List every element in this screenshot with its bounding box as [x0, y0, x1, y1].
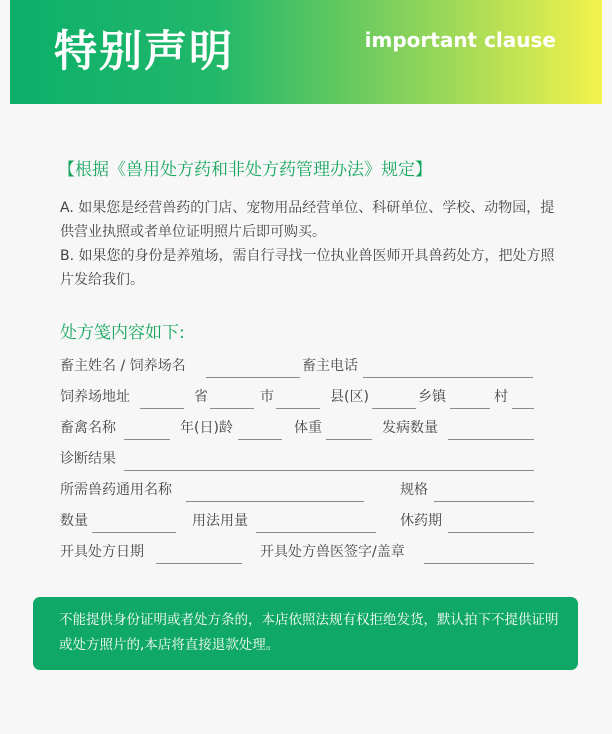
county-label: 县(区)	[330, 389, 369, 405]
regulation-title: 【根据《兽用处方药和非处方药管理办法》规定】	[58, 160, 432, 180]
owner-phone-label: 畜主电话	[302, 358, 358, 374]
drug-name-label: 所需兽药通用名称	[60, 482, 172, 498]
issue-date-blank[interactable]	[156, 563, 242, 564]
age-blank[interactable]	[238, 439, 282, 440]
county-blank[interactable]	[372, 408, 416, 409]
form-row-animal	[60, 417, 540, 441]
sick-count-label: 发病数量	[382, 420, 438, 436]
header-subtitle: important clause	[364, 28, 556, 52]
diagnosis-blank[interactable]	[124, 470, 534, 471]
quantity-blank[interactable]	[92, 532, 176, 533]
withdrawal-blank[interactable]	[448, 532, 534, 533]
clause-a	[60, 196, 560, 244]
clause-a-text: 如果您是经营兽药的门店、宠物用品经营单位、科研单位、学校、动物园，提供营业执照或者单位证明照片后即可购买。	[60, 200, 555, 240]
province-label: 省	[194, 389, 208, 405]
town-blank[interactable]	[450, 408, 490, 409]
dosage-label: 用法用量	[192, 513, 248, 529]
age-label: 年(日)龄	[180, 420, 233, 436]
refund-notice	[33, 597, 578, 670]
quantity-label: 数量	[60, 513, 88, 529]
weight-label: 体重	[294, 420, 322, 436]
form-row-dosage	[60, 510, 540, 534]
address-blank-1[interactable]	[140, 408, 184, 409]
town-label: 乡镇	[418, 389, 446, 405]
vet-signature-blank[interactable]	[424, 563, 534, 564]
dosage-blank[interactable]	[256, 532, 376, 533]
form-row-drug	[60, 479, 540, 503]
clause-a-prefix: A.	[60, 200, 74, 216]
animal-name-label: 畜禽名称	[60, 420, 116, 436]
village-label: 村	[494, 389, 508, 405]
form-row-signature	[60, 541, 540, 565]
issue-date-label: 开具处方日期	[60, 544, 144, 560]
city-label: 市	[260, 389, 274, 405]
weight-blank[interactable]	[326, 439, 372, 440]
city-blank[interactable]	[276, 408, 320, 409]
owner-name-blank[interactable]	[206, 377, 300, 378]
spec-blank[interactable]	[434, 501, 534, 502]
drug-name-blank[interactable]	[186, 501, 364, 502]
province-blank[interactable]	[210, 408, 254, 409]
owner-name-label: 畜主姓名 / 饲养场名	[60, 358, 186, 374]
diagnosis-label: 诊断结果	[60, 451, 116, 467]
clause-b-prefix: B.	[60, 248, 75, 264]
header-title: 特别声明	[54, 27, 234, 77]
header-banner	[10, 0, 602, 104]
form-title: 处方笺内容如下:	[60, 323, 185, 343]
refund-notice-text: 不能提供身份证明或者处方条的，本店依照法规有权拒绝发货，默认拍下不提供证明或处方照片的,本店将直接退款处理。	[59, 612, 559, 653]
withdrawal-label: 休药期	[400, 513, 442, 529]
clause-b-text: 如果您的身份是养殖场，需自行寻找一位执业兽医师开具兽药处方，把处方照片发给我们。	[60, 248, 555, 288]
form-row-address	[60, 386, 540, 410]
sick-count-blank[interactable]	[448, 439, 534, 440]
spec-label: 规格	[400, 482, 428, 498]
vet-signature-label: 开具处方兽医签字/盖章	[260, 544, 405, 560]
animal-name-blank[interactable]	[124, 439, 170, 440]
form-row-owner	[60, 355, 540, 379]
owner-phone-blank[interactable]	[363, 377, 533, 378]
clause-b	[60, 244, 560, 292]
form-row-diagnosis	[60, 448, 540, 472]
village-blank[interactable]	[512, 408, 534, 409]
farm-address-label: 饲养场地址	[60, 389, 130, 405]
